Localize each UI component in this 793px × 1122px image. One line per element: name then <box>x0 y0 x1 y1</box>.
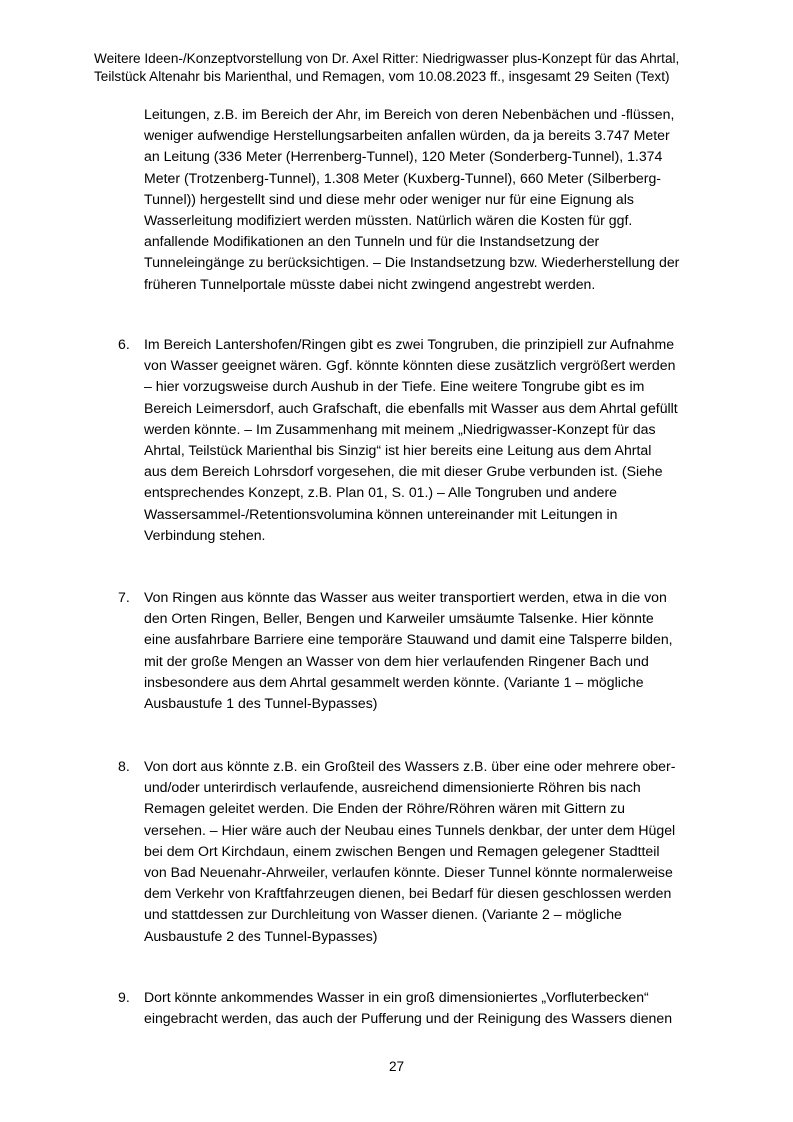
text-line: an Leitung (336 Meter (Herrenberg-Tunnel), 120 Meter (Sonderberg-Tunnel), 1.374 <box>144 148 663 165</box>
text-line: eingebracht werden, das auch der Pufferung und der Reinigung des Wassers dienen <box>144 1010 673 1027</box>
text-line: eine ausfahrbare Barriere eine temporäre Stauwand und damit eine Talsperre bilden, <box>144 631 673 648</box>
text-line: Remagen geleitet werden. Die Enden der Röhre/Röhren wären mit Gittern zu <box>144 800 626 817</box>
text-line: Verbindung stehen. <box>144 526 266 543</box>
text-line: von Bad Neuenahr-Ahrweiler, verlaufen könnte. Dieser Tunnel könnte normalerweise <box>144 864 673 881</box>
list-number: 8. <box>118 758 130 774</box>
text-line: Wassersammel-/Retentionsvolumina können untereinander mit Leitungen in <box>144 505 618 522</box>
header-line: Weitere Ideen-/Konzeptvorstellung von Dr. Axel Ritter: Niedrigwasser plus-Konzept für das Ahrtal, <box>94 51 680 66</box>
text-line: versehen. – Hier wäre auch der Neubau eines Tunnels denkbar, der unter dem Hügel <box>144 821 676 838</box>
text-line: Dort könnte ankommendes Wasser in ein groß dimensioniertes „Vorfluterbecken“ <box>144 989 649 1005</box>
text-line: entsprechendes Konzept, z.B. Plan 01, S. 01.) – Alle Tongruben und andere <box>144 484 617 501</box>
list-item-6 <box>118 334 704 546</box>
text-line: früheren Tunnelportale müsste dabei nicht zwingend angestrebt werden. <box>144 275 596 292</box>
text-line: Bereich Leimersdorf, auch Grafschaft, die ebenfalls mit Wasser aus dem Ahrtal gefüllt <box>144 399 678 416</box>
text-line: mit der große Mengen an Wasser von dem hier verlaufenden Ringener Bach und <box>144 652 649 669</box>
text-line: Ahrtal, Teilstück Marienthal bis Sinzig“ ist hier bereits eine Leitung aus dem Ahrtal <box>144 442 652 459</box>
text-line: Leitungen, z.B. im Bereich der Ahr, im Bereich von deren Nebenbächen und -flüssen, <box>144 106 675 122</box>
text-line: dem Verkehr von Kraftfahrzeugen dienen, bei Bedarf für diesen geschlossen werden <box>144 885 672 902</box>
list-item-8 <box>118 756 704 947</box>
text-line: und/oder unterirdisch verlaufende, ausreichend dimensionierte Röhren bis nach <box>144 779 641 796</box>
text-line: von Wasser geeignet wären. Ggf. könnte könnten diese zusätzlich vergrößert werden <box>144 357 676 374</box>
text-line: Ausbaustufe 1 des Tunnel-Bypasses) <box>144 695 378 712</box>
text-line: Wasserleitung modifiziert werden müssten. Natürlich wären die Kosten für ggf. <box>144 212 633 229</box>
text-line: aus dem Bereich Lohrsdorf vorgesehen, die mit dieser Grube verbunden ist. (Siehe <box>144 463 663 480</box>
text-line: Ausbaustufe 2 des Tunnel-Bypasses) <box>144 927 378 944</box>
text-line: Von Ringen aus könnte das Wasser aus weiter transportiert werden, etwa in die von <box>144 589 667 605</box>
text-line: und stattdessen zur Durchleitung von Wasser dienen. (Variante 2 – mögliche <box>144 906 622 923</box>
list-item-9 <box>118 987 704 1029</box>
list-number: 6. <box>118 336 130 352</box>
text-line: den Orten Ringen, Beller, Bengen und Karweiler umsäumte Talsenke. Hier könnte <box>144 610 654 627</box>
text-line: Von dort aus könnte z.B. ein Großteil des Wassers z.B. über eine oder mehrere ober- <box>144 758 676 774</box>
text-line: anfallende Modifikationen an den Tunneln und für die Instandsetzung der <box>144 233 600 250</box>
text-line: werden könnte. – Im Zusammenhang mit meinem „Niedrigwasser-Konzept für das <box>144 420 656 437</box>
text-line: Meter (Trotzenberg-Tunnel), 1.308 Meter (Kuxberg-Tunnel), 660 Meter (Silberberg- <box>144 169 661 186</box>
list-item-7 <box>118 587 704 714</box>
list-number: 7. <box>118 589 130 605</box>
text-line: weniger aufwendige Herstellungsarbeiten anfallen würden, da ja bereits 3.747 Meter <box>144 127 670 144</box>
text-line: bei dem Ort Kirchdaun, einem zwischen Bengen und Remagen gelegener Stadtteil <box>144 842 660 859</box>
continued-paragraph <box>144 104 704 295</box>
text-line: Tunneleingänge zu berücksichtigen. – Die Instandsetzung bzw. Wiederherstellung der <box>144 254 680 271</box>
text-line: insbesondere aus dem Ahrtal gesammelt werden könnte. (Variante 1 – mögliche <box>144 673 644 690</box>
list-number: 9. <box>118 989 130 1005</box>
page-number: 27 <box>388 1059 405 1074</box>
text-line: Tunnel)) hergestellt sind und diese mehr oder weniger nur für eine Eignung als <box>144 190 634 207</box>
running-header <box>94 50 734 86</box>
text-line: Im Bereich Lantershofen/Ringen gibt es zwei Tongruben, die prinzipiell zur Aufnahme <box>144 336 675 352</box>
text-line: – hier vorzugsweise durch Aushub in der Tiefe. Eine weitere Tongrube gibt es im <box>144 378 645 395</box>
header-line: Teilstück Altenahr bis Marienthal, und Remagen, vom 10.08.2023 ff., insgesamt 29 Seiten (Text) <box>94 69 670 84</box>
